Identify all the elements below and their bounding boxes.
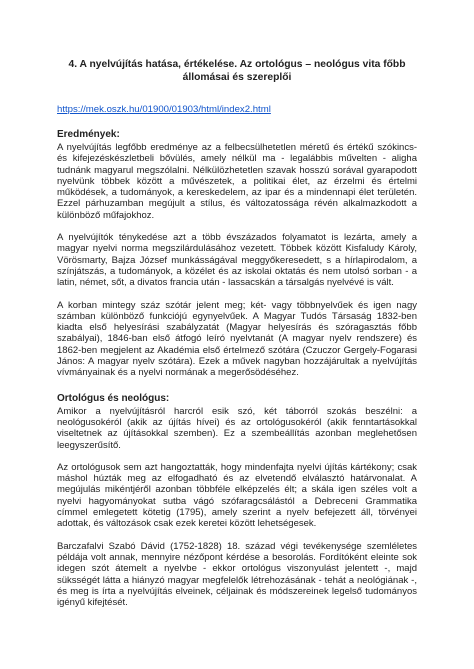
document-title: 4. A nyelvújítás hatása, értékelése. Az ortológus – neológus vita főbb állomásai és szereplői <box>68 59 406 83</box>
paragraph: Amikor a nyelvújításról harcról esik szó, két táborról szokás beszélni: a neológusokéról (akik az újítás hívei) és az ortológusokéról (akik fenntartásokkal viseltetnek az újításokkal szemben). Ez a szembeállítás azonban meglehetősen leegyszerűsítő. <box>57 405 417 451</box>
paragraph: A nyelvújítás legfőbb eredménye az a felbecsülhetetlen méretű és értékű szókincs- és kifejezéskészletbeli bővülés, amely nélkül ma - legalábbis művelten - aligha tudnánk magyarul megszólalni. Nélkülözhetetlen szavak hosszú sorával gyarapodott nyelvünk többek között a művészetek, a politikai élet, az érzelmi és értelmi működések, a tudományok, a kereskedelem, az ipar és a mindennapi élet területén. Ezzel párhuzamban megújult a stílus, és változatossága révén alkalmazkodott a különböző műfajokhoz. <box>57 142 417 221</box>
paragraph: Barczafalvi Szabó Dávid (1752-1828) 18. század végi tevékenysége szemléletes példája volt annak, mennyire nézőpont kérdése a besorolás. Fordítóként eleinte sok idegen szót átemelt a nyelvbe - ekkor ortológus viszonyulást jelentett -, majd süksségét látta a hiányzó magyar megfelelők létrehozásának - tehát a neológiának -, és meg is írta a nyelvújítás elveinek, céljainak és módszereinek legelső tudományos igényű kifejtését. <box>57 540 417 609</box>
paragraph: A nyelvújítók ténykedése azt a több évszázados folyamatot is lezárta, amely a magyar nyelvi norma megszilárdulásához vezetett. Többek között Kisfaludy Károly, Vörösmarty, Bajza József munkásságával meggyőkeresedett, s a hírlapirodalom, a színjátszás, a tudományok, a közélet és az iskolai oktatás és nem utolsó sorban - a latin, német, sőt, a divatos francia után - lassacskán a társalgás nyelvévé is vált. <box>57 232 417 289</box>
section-heading-results: Eredmények: <box>57 129 120 140</box>
paragraph: A korban mintegy száz szótár jelent meg; két- vagy többnyelvűek és igen nagy számban különböző funkciójú egynyelvűek. A Magyar Tudós Társaság 1832-ben kiadta első helyesírási szabályzatát (Magyar helyesírás és szóragasztás főbb szabályai), 1846-ban első átfogó leíró nyelvtanát (A magyar nyelv rendszere) és 1862-ben megjelent az Akadémia első értelmező szótára (Czuczor Gergely-Fogarasi János: A magyar nyelv szótára). Ezek a művek nagyban hozzájárultak a nyelvújítás vívmányainak és a nyelvi normának a megerősödéséhez. <box>57 299 417 379</box>
source-link[interactable]: https://mek.oszk.hu/01900/01903/html/index2.html <box>57 104 271 115</box>
section-heading-orthologue-neologue: Ortológus és neológus: <box>57 392 170 404</box>
paragraph: Az ortológusok sem azt hangoztatták, hogy mindenfajta nyelvi újítás kártékony; csak máshol húzták meg az elfogadható és az elvetendő elválasztó határvonalat. A megújulás mikéntjéről azonban többféle elképzelés élt; a skála igen széles volt a nyelvi hagyományokat sutba vágó szófaragcsálástól a Debreceni Grammatika címmel emlegetett kötetig (1795), amely szerint a nyelv befejezett áll, törvényei adottak, és változások csak ezek keretei között lehetségesek. <box>57 461 417 530</box>
